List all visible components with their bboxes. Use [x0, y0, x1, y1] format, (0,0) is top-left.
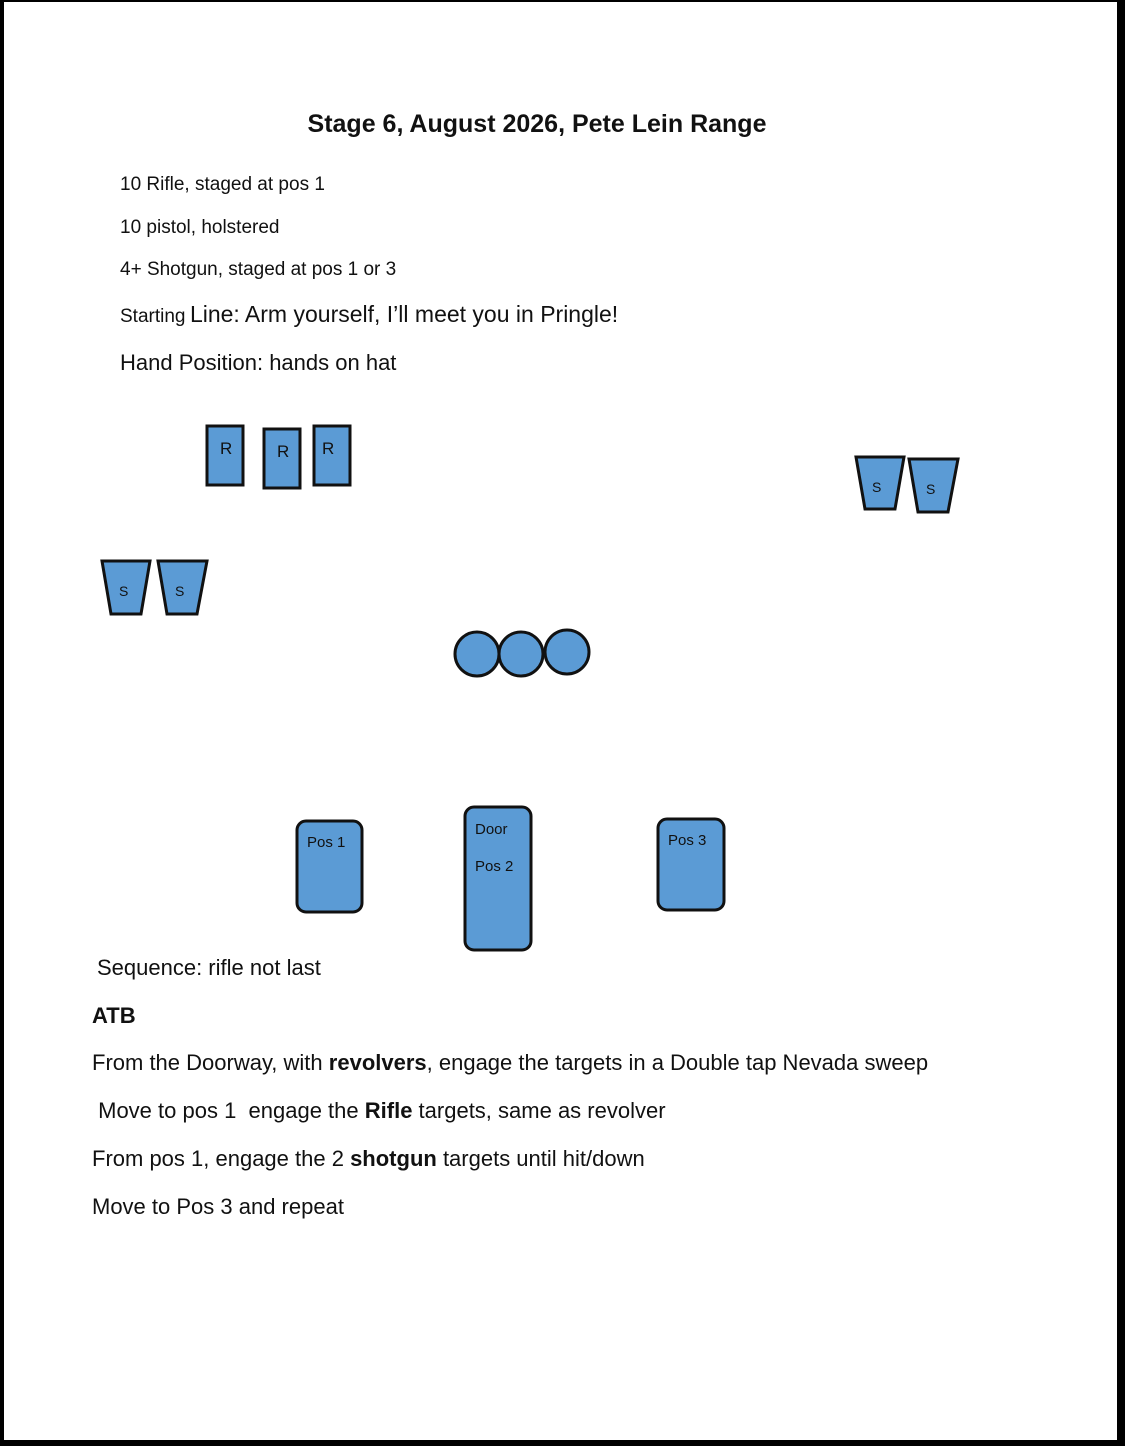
pistol-info: 10 pistol, holstered [120, 217, 280, 238]
step-2-text: Move to pos 1 engage the [92, 1098, 365, 1123]
shotgun-target-label: S [175, 583, 185, 599]
rifle-target-label: R [322, 439, 335, 458]
step-3-bold: shotgun [350, 1146, 437, 1171]
starting-line-text: Line: Arm yourself, I’ll meet you in Pringle! [189, 301, 619, 327]
rifle-info: 10 Rifle, staged at pos 1 [120, 174, 325, 195]
starting-line-label: Starting [120, 306, 186, 327]
revolver-target [499, 632, 543, 676]
hand-position: Hand Position: hands on hat [120, 350, 397, 375]
step-1-text-end: , engage the targets in a Double tap Nevada sweep [426, 1050, 929, 1075]
rifle-target [314, 426, 350, 485]
stage-document [4, 2, 1117, 1440]
revolver-target [545, 630, 589, 674]
shotgun-target-label: S [926, 481, 936, 497]
door-label: Door [475, 821, 508, 838]
shotgun-target [158, 561, 207, 614]
shotgun-target [909, 459, 958, 512]
step-3 [92, 1146, 645, 1172]
rifle-target-label: R [277, 442, 290, 461]
step-2 [92, 1098, 666, 1124]
shotgun-target [102, 561, 150, 614]
atb-label: ATB [92, 1003, 136, 1028]
step-1 [92, 1050, 928, 1076]
shotgun-target [856, 457, 904, 509]
shotgun-info: 4+ Shotgun, staged at pos 1 or 3 [120, 259, 397, 280]
pos1-label: Pos 1 [307, 834, 346, 851]
page-title: Stage 6, August 2026, Pete Lein Range [307, 110, 767, 138]
rifle-target-label: R [220, 439, 233, 458]
step-1-bold: revolvers [328, 1050, 427, 1075]
step-2-text-end: targets, same as revolver [412, 1098, 666, 1123]
pos2-label: Pos 2 [475, 858, 514, 875]
stage-diagram [4, 2, 1117, 1002]
position-3 [658, 819, 724, 910]
revolver-target [455, 632, 499, 676]
shotgun-target-label: S [872, 479, 882, 495]
step-2-bold: Rifle [364, 1098, 413, 1123]
sequence-label: Sequence: rifle not last [97, 955, 321, 980]
shotgun-target-label: S [119, 583, 129, 599]
rifle-target [207, 426, 243, 485]
door-position-2 [465, 807, 531, 950]
position-1 [297, 821, 362, 912]
rifle-target [264, 429, 300, 488]
step-3-text: From pos 1, engage the 2 [92, 1146, 351, 1171]
pos3-label: Pos 3 [668, 832, 707, 849]
step-4: Move to Pos 3 and repeat [92, 1194, 344, 1219]
step-3-text-end: targets until hit/down [436, 1146, 645, 1171]
step-1-text: From the Doorway, with [92, 1050, 329, 1075]
